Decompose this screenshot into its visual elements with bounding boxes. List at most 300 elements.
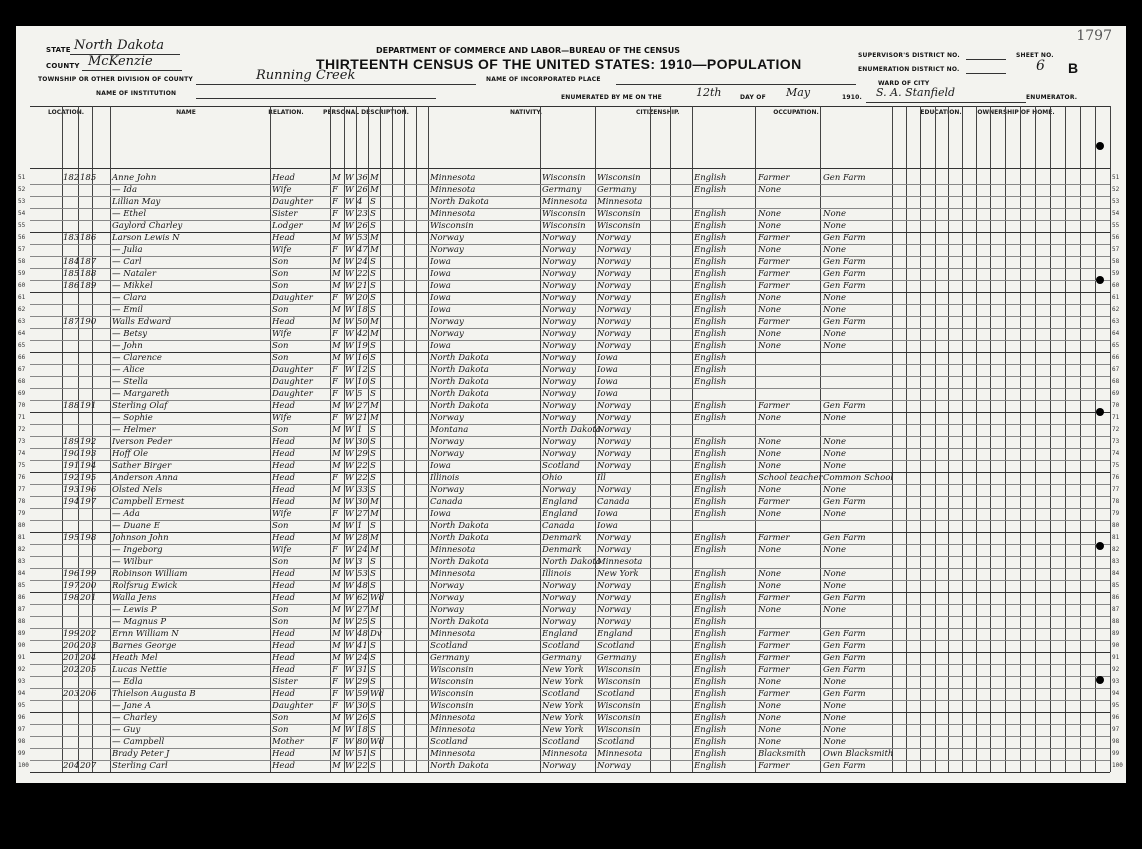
- cell-father: New York: [542, 676, 584, 687]
- punch-hole: [1096, 142, 1104, 150]
- cell-age: 1: [357, 520, 363, 531]
- row-number: 88: [18, 618, 26, 625]
- cell-family: 193: [80, 448, 97, 459]
- cell-race: W: [345, 640, 354, 651]
- cell-occupation: None: [758, 580, 782, 591]
- cell-race: W: [345, 748, 354, 759]
- cell-dwelling: 186: [63, 280, 80, 291]
- cell-language: English: [694, 532, 727, 543]
- cell-sex: M: [332, 520, 341, 531]
- cell-occupation: Farmer: [758, 664, 790, 675]
- cell-father: Norway: [542, 592, 576, 603]
- row-number: 75: [1112, 462, 1120, 469]
- cell-father: North Dakota: [542, 424, 601, 435]
- cell-relation: Head: [272, 400, 295, 411]
- cell-occupation: None: [758, 604, 782, 615]
- cell-name: — Emil: [112, 304, 143, 315]
- cell-dwelling: 197: [63, 580, 80, 591]
- cell-sex: M: [332, 460, 341, 471]
- cell-birthplace: Norway: [430, 328, 464, 339]
- row-number: 52: [1112, 186, 1120, 193]
- cell-occupation: Farmer: [758, 496, 790, 507]
- cell-age: 24: [357, 652, 368, 663]
- sheet-number: 6: [1036, 58, 1045, 74]
- cell-father: Norway: [542, 580, 576, 591]
- cell-language: English: [694, 220, 727, 231]
- cell-name: — Wilbur: [112, 556, 153, 567]
- cell-language: English: [694, 412, 727, 423]
- cell-sex: M: [332, 580, 341, 591]
- cell-dwelling: 203: [63, 688, 80, 699]
- cell-dwelling: 189: [63, 436, 80, 447]
- cell-father: Minnesota: [542, 748, 588, 759]
- cell-sex: F: [332, 736, 338, 747]
- cell-age: 31: [357, 664, 368, 675]
- cell-marital: S: [370, 340, 376, 351]
- cell-age: 59: [357, 688, 368, 699]
- cell-age: 28: [357, 532, 368, 543]
- cell-name: Hoff Ole: [112, 448, 148, 459]
- cell-industry: Gen Farm: [823, 280, 866, 291]
- cell-occupation: Farmer: [758, 400, 790, 411]
- cell-race: W: [345, 700, 354, 711]
- cell-language: English: [694, 352, 727, 363]
- cell-relation: Head: [272, 532, 295, 543]
- cell-sex: M: [332, 724, 341, 735]
- grid-line: [416, 106, 417, 772]
- cell-relation: Son: [272, 604, 289, 615]
- row-number: 95: [18, 702, 26, 709]
- cell-marital: S: [370, 664, 376, 675]
- cell-marital: S: [370, 712, 376, 723]
- state-value: North Dakota: [74, 38, 164, 53]
- cell-father: England: [542, 496, 578, 507]
- cell-industry: Gen Farm: [823, 652, 866, 663]
- cell-dwelling: 187: [63, 316, 80, 327]
- cell-occupation: None: [758, 460, 782, 471]
- cell-family: 191: [80, 400, 97, 411]
- row-number: 58: [1112, 258, 1120, 265]
- cell-age: 16: [357, 352, 368, 363]
- cell-language: English: [694, 568, 727, 579]
- cell-age: 29: [357, 448, 368, 459]
- cell-race: W: [345, 256, 354, 267]
- cell-race: W: [345, 496, 354, 507]
- cell-relation: Son: [272, 340, 289, 351]
- row-number: 97: [1112, 726, 1120, 733]
- cell-birthplace: North Dakota: [430, 616, 489, 627]
- cell-language: English: [694, 508, 727, 519]
- row-number: 55: [1112, 222, 1120, 229]
- row-number: 63: [1112, 318, 1120, 325]
- cell-mother: Ill: [597, 472, 606, 483]
- cell-age: 26: [357, 712, 368, 723]
- cell-language: English: [694, 664, 727, 675]
- cell-occupation: None: [758, 220, 782, 231]
- cell-language: English: [694, 484, 727, 495]
- cell-industry: None: [823, 244, 847, 255]
- cell-name: — Clara: [112, 292, 147, 303]
- cell-race: W: [345, 652, 354, 663]
- cell-race: W: [345, 292, 354, 303]
- cell-race: W: [345, 520, 354, 531]
- cell-name: — Jane A: [112, 700, 152, 711]
- cell-marital: Wd: [370, 592, 385, 603]
- cell-language: English: [694, 340, 727, 351]
- cell-father: Norway: [542, 400, 576, 411]
- cell-family: 190: [80, 316, 97, 327]
- cell-race: W: [345, 340, 354, 351]
- cell-dwelling: 192: [63, 472, 80, 483]
- grid-line: [650, 106, 651, 772]
- cell-family: 185: [80, 172, 97, 183]
- col-citizenship: CITIZENSHIP.: [636, 109, 680, 116]
- grid-line: [110, 106, 111, 772]
- grid-line: [990, 106, 991, 772]
- cell-industry: Gen Farm: [823, 760, 866, 771]
- cell-age: 25: [357, 616, 368, 627]
- cell-age: 36: [357, 172, 368, 183]
- cell-race: W: [345, 664, 354, 675]
- cell-birthplace: Scotland: [430, 736, 468, 747]
- cell-sex: M: [332, 280, 341, 291]
- cell-birthplace: Minnesota: [430, 184, 476, 195]
- row-number: 83: [1112, 558, 1120, 565]
- cell-occupation: None: [758, 436, 782, 447]
- cell-marital: S: [370, 424, 376, 435]
- cell-sex: M: [332, 628, 341, 639]
- enumerated-label: ENUMERATED BY ME ON THE: [561, 94, 662, 101]
- cell-age: 33: [357, 484, 368, 495]
- cell-name: Iverson Peder: [112, 436, 172, 447]
- cell-birthplace: Illinois: [430, 472, 460, 483]
- cell-marital: M: [370, 412, 379, 423]
- cell-father: Scotland: [542, 640, 580, 651]
- sheet-label: SHEET NO.: [1016, 52, 1054, 59]
- cell-age: 48: [357, 580, 368, 591]
- cell-name: — Mikkel: [112, 280, 153, 291]
- grid-line: [540, 106, 541, 772]
- cell-family: 198: [80, 532, 97, 543]
- cell-mother: Iowa: [597, 388, 618, 399]
- cell-language: English: [694, 472, 727, 483]
- cell-industry: None: [823, 484, 847, 495]
- cell-mother: Wisconsin: [597, 700, 641, 711]
- cell-birthplace: Montana: [430, 424, 469, 435]
- cell-industry: None: [823, 604, 847, 615]
- cell-race: W: [345, 592, 354, 603]
- cell-marital: S: [370, 304, 376, 315]
- row-number: 64: [18, 330, 26, 337]
- cell-relation: Son: [272, 352, 289, 363]
- row-number: 68: [1112, 378, 1120, 385]
- row-number: 98: [1112, 738, 1120, 745]
- cell-mother: England: [597, 628, 633, 639]
- row-number: 61: [1112, 294, 1120, 301]
- cell-relation: Daughter: [272, 292, 313, 303]
- cell-age: 18: [357, 304, 368, 315]
- col-location: LOCATION.: [47, 109, 85, 116]
- col-name: NAME: [176, 109, 196, 116]
- cell-birthplace: Minnesota: [430, 208, 476, 219]
- cell-dwelling: 188: [63, 400, 80, 411]
- cell-age: 5: [357, 388, 363, 399]
- cell-father: Wisconsin: [542, 208, 586, 219]
- cell-language: English: [694, 364, 727, 375]
- row-number: 62: [1112, 306, 1120, 313]
- grid-line: [892, 106, 893, 772]
- cell-marital: S: [370, 700, 376, 711]
- cell-birthplace: Iowa: [430, 304, 451, 315]
- cell-birthplace: Minnesota: [430, 172, 476, 183]
- grid-line: [670, 106, 671, 772]
- cell-occupation: None: [758, 568, 782, 579]
- cell-name: — Betsy: [112, 328, 148, 339]
- cell-age: 47: [357, 244, 368, 255]
- cell-father: New York: [542, 712, 584, 723]
- cell-marital: S: [370, 568, 376, 579]
- row-number: 94: [1112, 690, 1120, 697]
- row-number: 97: [18, 726, 26, 733]
- cell-marital: S: [370, 352, 376, 363]
- cell-marital: S: [370, 256, 376, 267]
- cell-sex: M: [332, 748, 341, 759]
- sheet-corner-number: 1797: [1076, 28, 1112, 44]
- row-number: 84: [18, 570, 26, 577]
- cell-birthplace: Norway: [430, 412, 464, 423]
- grid-line: [380, 106, 381, 772]
- cell-occupation: None: [758, 304, 782, 315]
- cell-father: Norway: [542, 376, 576, 387]
- cell-name: — Duane E: [112, 520, 160, 531]
- cell-marital: S: [370, 676, 376, 687]
- cell-age: 26: [357, 184, 368, 195]
- county-label: COUNTY: [46, 62, 80, 70]
- cell-sex: F: [332, 700, 338, 711]
- cell-marital: M: [370, 400, 379, 411]
- cell-mother: Minnesota: [597, 748, 643, 759]
- cell-family: 187: [80, 256, 97, 267]
- cell-mother: Norway: [597, 232, 631, 243]
- cell-race: W: [345, 232, 354, 243]
- cell-dwelling: 195: [63, 532, 80, 543]
- cell-age: 22: [357, 460, 368, 471]
- cell-mother: Scotland: [597, 688, 635, 699]
- cell-father: Norway: [542, 268, 576, 279]
- cell-father: North Dakota: [542, 556, 601, 567]
- grid-line: [1035, 106, 1036, 772]
- cell-marital: S: [370, 748, 376, 759]
- cell-father: Norway: [542, 364, 576, 375]
- cell-language: English: [694, 652, 727, 663]
- cell-father: Illinois: [542, 568, 572, 579]
- cell-birthplace: Minnesota: [430, 748, 476, 759]
- cell-age: 27: [357, 400, 368, 411]
- grid-line: [428, 106, 429, 772]
- cell-birthplace: Norway: [430, 232, 464, 243]
- grid-line: [962, 106, 963, 772]
- row-number: 56: [1112, 234, 1120, 241]
- cell-birthplace: Wisconsin: [430, 220, 474, 231]
- cell-name: — John: [112, 340, 143, 351]
- cell-language: English: [694, 172, 727, 183]
- row-number: 55: [18, 222, 26, 229]
- cell-language: English: [694, 580, 727, 591]
- cell-father: New York: [542, 664, 584, 675]
- cell-sex: M: [332, 268, 341, 279]
- cell-industry: None: [823, 568, 847, 579]
- cell-race: W: [345, 460, 354, 471]
- row-number: 80: [18, 522, 26, 529]
- cell-marital: Wd: [370, 736, 385, 747]
- cell-sex: F: [332, 364, 338, 375]
- cell-language: English: [694, 208, 727, 219]
- row-number: 51: [1112, 174, 1120, 181]
- cell-race: W: [345, 628, 354, 639]
- row-number: 71: [18, 414, 26, 421]
- cell-family: 192: [80, 436, 97, 447]
- cell-birthplace: Wisconsin: [430, 664, 474, 675]
- cell-age: 62: [357, 592, 368, 603]
- row-number: 69: [18, 390, 26, 397]
- row-number: 80: [1112, 522, 1120, 529]
- cell-family: 195: [80, 472, 97, 483]
- grid-line: [368, 106, 369, 772]
- cell-age: 22: [357, 268, 368, 279]
- cell-mother: Norway: [597, 436, 631, 447]
- cell-family: 194: [80, 460, 97, 471]
- row-number: 94: [18, 690, 26, 697]
- cell-mother: Iowa: [597, 376, 618, 387]
- row-rule: [30, 472, 1110, 473]
- cell-relation: Head: [272, 496, 295, 507]
- cell-family: 196: [80, 484, 97, 495]
- cell-birthplace: Minnesota: [430, 568, 476, 579]
- cell-age: 19: [357, 340, 368, 351]
- grid-line: [935, 106, 936, 772]
- enumerator-signature: S. A. Stanfield: [876, 86, 956, 99]
- cell-age: 24: [357, 256, 368, 267]
- row-number: 83: [18, 558, 26, 565]
- cell-occupation: None: [758, 292, 782, 303]
- cell-marital: S: [370, 196, 376, 207]
- cell-race: W: [345, 412, 354, 423]
- col-personal: PERSONAL DESCRIPTION.: [323, 109, 409, 116]
- row-number: 98: [18, 738, 26, 745]
- cell-father: Norway: [542, 244, 576, 255]
- cell-age: 20: [357, 292, 368, 303]
- cell-mother: Norway: [597, 316, 631, 327]
- cell-industry: None: [823, 460, 847, 471]
- cell-sex: M: [332, 220, 341, 231]
- cell-birthplace: Norway: [430, 436, 464, 447]
- cell-name: Barnes George: [112, 640, 177, 651]
- cell-mother: Norway: [597, 304, 631, 315]
- row-number: 78: [1112, 498, 1120, 505]
- cell-language: English: [694, 184, 727, 195]
- row-number: 82: [18, 546, 26, 553]
- grid-line: [1020, 106, 1021, 772]
- cell-occupation: None: [758, 184, 782, 195]
- cell-sex: M: [332, 640, 341, 651]
- cell-industry: Gen Farm: [823, 172, 866, 183]
- row-number: 92: [1112, 666, 1120, 673]
- cell-mother: Wisconsin: [597, 172, 641, 183]
- cell-relation: Wife: [272, 544, 292, 555]
- cell-language: English: [694, 688, 727, 699]
- cell-race: W: [345, 376, 354, 387]
- cell-marital: M: [370, 544, 379, 555]
- cell-language: English: [694, 328, 727, 339]
- cell-relation: Daughter: [272, 196, 313, 207]
- cell-name: Sterling Carl: [112, 760, 168, 771]
- row-number: 76: [18, 474, 26, 481]
- cell-marital: S: [370, 388, 376, 399]
- cell-relation: Son: [272, 256, 289, 267]
- cell-relation: Son: [272, 424, 289, 435]
- cell-name: Larson Lewis N: [112, 232, 180, 243]
- row-number: 53: [18, 198, 26, 205]
- cell-occupation: Farmer: [758, 280, 790, 291]
- cell-family: 199: [80, 568, 97, 579]
- cell-relation: Sister: [272, 676, 298, 687]
- cell-birthplace: Norway: [430, 484, 464, 495]
- cell-industry: None: [823, 544, 847, 555]
- cell-relation: Daughter: [272, 700, 313, 711]
- cell-birthplace: North Dakota: [430, 532, 489, 543]
- cell-age: 29: [357, 676, 368, 687]
- cell-marital: M: [370, 496, 379, 507]
- grid-line: [1065, 106, 1066, 772]
- row-number: 60: [1112, 282, 1120, 289]
- year-label: 1910.: [842, 94, 862, 101]
- grid-line: [692, 106, 693, 772]
- cell-name: — Ethel: [112, 208, 147, 219]
- cell-mother: Norway: [597, 328, 631, 339]
- cell-occupation: None: [758, 244, 782, 255]
- cell-mother: Wisconsin: [597, 220, 641, 231]
- grid-line: [595, 106, 596, 772]
- row-number: 66: [18, 354, 26, 361]
- cell-industry: None: [823, 676, 847, 687]
- grid-line: [948, 106, 949, 772]
- cell-age: 30: [357, 700, 368, 711]
- cell-marital: S: [370, 376, 376, 387]
- cell-birthplace: Norway: [430, 316, 464, 327]
- cell-name: Heath Mel: [112, 652, 158, 663]
- cell-occupation: Farmer: [758, 652, 790, 663]
- grid-line: [330, 106, 331, 772]
- row-number: 51: [18, 174, 26, 181]
- cell-race: W: [345, 436, 354, 447]
- cell-sex: M: [332, 232, 341, 243]
- cell-age: 53: [357, 232, 368, 243]
- cell-marital: S: [370, 652, 376, 663]
- cell-name: Brady Peter J: [112, 748, 170, 759]
- cell-race: W: [345, 448, 354, 459]
- cell-industry: None: [823, 712, 847, 723]
- row-number: 57: [1112, 246, 1120, 253]
- cell-occupation: None: [758, 676, 782, 687]
- cell-relation: Son: [272, 724, 289, 735]
- cell-occupation: Farmer: [758, 628, 790, 639]
- cell-sex: M: [332, 712, 341, 723]
- cell-relation: Wife: [272, 184, 292, 195]
- cell-dwelling: 190: [63, 448, 80, 459]
- cell-sex: M: [332, 496, 341, 507]
- col-relation: RELATION.: [268, 109, 304, 116]
- cell-family: 206: [80, 688, 97, 699]
